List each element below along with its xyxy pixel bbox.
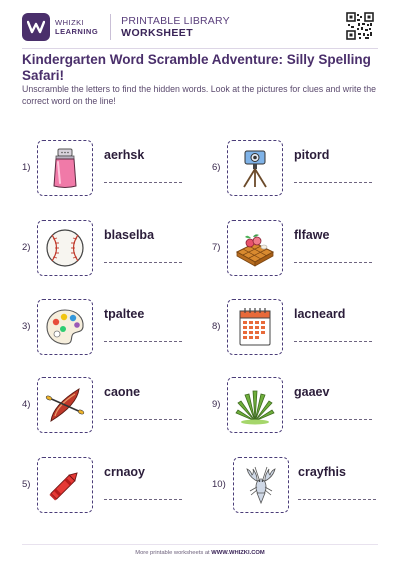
worksheet-title: Kindergarten Word Scramble Adventure: Silly Spelling Safari! — [22, 52, 371, 83]
scrambled-word: flfawe — [294, 228, 330, 242]
salt-shaker-icon — [45, 146, 85, 190]
footer-site-link[interactable]: WWW.WHIZKI.COM — [211, 550, 265, 556]
item-number: 8) — [212, 321, 221, 332]
header-title-line1: PRINTABLE LIBRARY — [121, 15, 230, 27]
scrambled-word: crnaoy — [104, 465, 145, 479]
answer-line[interactable] — [294, 419, 372, 420]
footer — [0, 550, 400, 556]
picture-clue-box — [227, 220, 283, 276]
footer-rule — [22, 544, 378, 545]
worksheet-instructions: Unscramble the letters to find the hidden words. Look at the pictures for clues and write the correct word on the line! — [22, 84, 377, 106]
item-number: 7) — [212, 242, 221, 253]
header-label — [121, 15, 230, 39]
qr-code-icon — [346, 12, 374, 40]
header-rule — [22, 48, 378, 49]
answer-line[interactable] — [104, 419, 182, 420]
item-number: 1) — [22, 162, 31, 173]
footer-prefix: More printable worksheets at — [135, 550, 210, 556]
picture-clue-box — [227, 377, 283, 433]
item-number: 4) — [22, 399, 31, 410]
answer-line[interactable] — [294, 262, 372, 263]
picture-clue-box — [37, 299, 93, 355]
answer-line[interactable] — [294, 341, 372, 342]
agave-plant-icon — [233, 383, 277, 427]
answer-line[interactable] — [104, 341, 182, 342]
word-item-1 — [22, 140, 192, 204]
tripod-camera-icon — [235, 146, 275, 190]
word-item-10 — [212, 457, 382, 521]
item-number: 9) — [212, 399, 221, 410]
canoe-icon — [43, 383, 87, 427]
header-divider — [110, 14, 111, 40]
picture-clue-box — [227, 140, 283, 196]
item-number: 3) — [22, 321, 31, 332]
scrambled-word: pitord — [294, 148, 330, 162]
word-item-4 — [22, 377, 192, 441]
answer-line[interactable] — [104, 182, 182, 183]
scrambled-word: blaselba — [104, 228, 155, 242]
picture-clue-box — [37, 220, 93, 276]
paint-palette-icon — [43, 305, 87, 349]
scrambled-word: tpaltee — [104, 307, 145, 321]
picture-clue-box — [37, 140, 93, 196]
logo-line1: WHIZKI — [55, 18, 85, 27]
word-item-6 — [212, 140, 382, 204]
word-item-7 — [212, 220, 382, 284]
picture-clue-box — [227, 299, 283, 355]
answer-line[interactable] — [294, 182, 372, 183]
word-item-3 — [22, 299, 192, 363]
item-number: 5) — [22, 479, 31, 490]
whizki-logo-icon — [22, 13, 50, 41]
item-number: 6) — [212, 162, 221, 173]
crayfish-icon — [239, 463, 283, 507]
scrambled-word: crayfhis — [298, 465, 346, 479]
picture-clue-box — [37, 457, 93, 513]
logo-line2: LEARNING — [55, 27, 99, 36]
scrambled-word: gaaev — [294, 385, 330, 399]
word-item-2 — [22, 220, 192, 284]
item-number: 2) — [22, 242, 31, 253]
calendar-icon — [235, 305, 275, 349]
item-number: 10) — [212, 479, 226, 490]
answer-line[interactable] — [104, 262, 182, 263]
picture-clue-box — [233, 457, 289, 513]
logo-text — [55, 18, 98, 36]
word-item-9 — [212, 377, 382, 441]
crayon-icon — [43, 463, 87, 507]
scrambled-word: aerhsk — [104, 148, 145, 162]
scrambled-word: lacneard — [294, 307, 346, 321]
word-item-5 — [22, 457, 192, 521]
header — [22, 10, 378, 44]
scrambled-word: caone — [104, 385, 141, 399]
header-title-line2: WORKSHEET — [121, 27, 194, 39]
answer-line[interactable] — [298, 499, 376, 500]
picture-clue-box — [37, 377, 93, 433]
answer-line[interactable] — [104, 499, 182, 500]
baseball-icon — [43, 226, 87, 270]
waffle-icon — [233, 226, 277, 270]
word-item-8 — [212, 299, 382, 363]
